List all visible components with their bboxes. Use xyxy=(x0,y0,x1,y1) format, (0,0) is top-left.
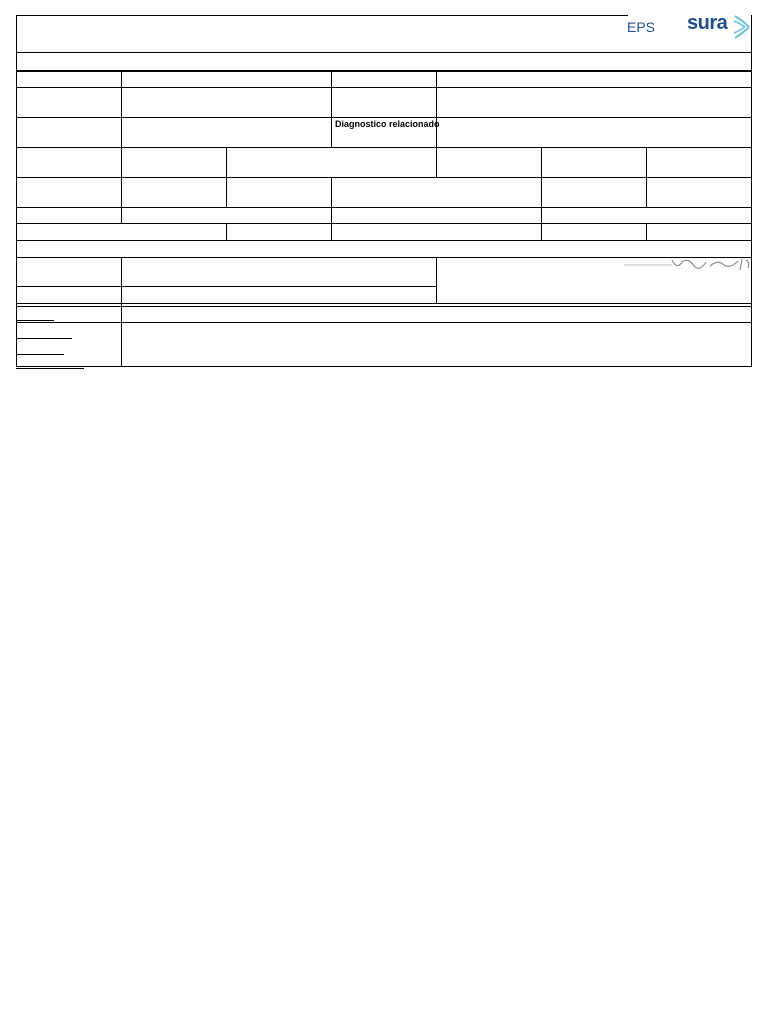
signature-icon xyxy=(622,256,752,274)
eps-label: EPS xyxy=(627,19,656,35)
sura-logo-text: sura xyxy=(687,12,728,34)
related-diagnosis-label: Diagnostico relacionado xyxy=(335,119,440,129)
sura-wing-icon xyxy=(733,14,751,40)
